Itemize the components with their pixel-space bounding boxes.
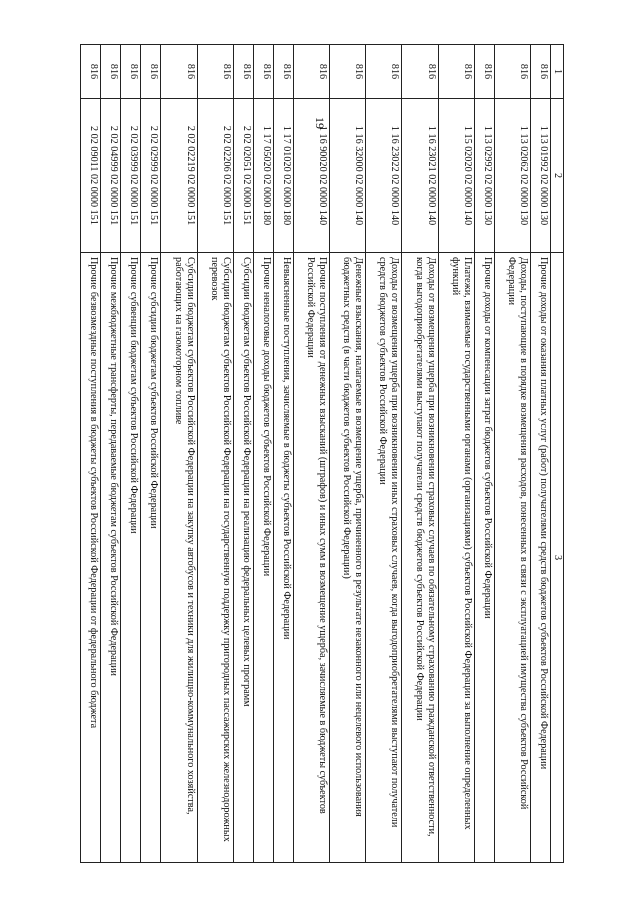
description-cell: Субсидии бюджетам субъектов Российской Федерации на государственную поддержку пригородных пассажирских железнодорожных перевозок xyxy=(197,253,233,863)
budget-code-cell: 2 02 02206 02 0000 151 xyxy=(197,99,233,253)
budget-code-cell: 1 13 02062 02 0000 130 xyxy=(494,99,530,253)
admin-code-cell: 816 xyxy=(438,45,474,99)
budget-code-cell: 2 02 03999 02 0000 151 xyxy=(121,99,141,253)
table-row xyxy=(402,45,438,863)
admin-code-cell: 816 xyxy=(141,45,161,99)
revenue-codes-table xyxy=(80,44,564,863)
description-cell: Доходы от возмещения ущерба при возникновении страховых случаев по обязательному страхованию гражданской ответственности, когда выгодоприобретателями выступают получатели средств бюджетов субъектов Российской Федерации xyxy=(402,253,438,863)
table-row xyxy=(438,45,474,863)
admin-code-cell: 816 xyxy=(402,45,438,99)
description-cell: Денежные взыскания, налагаемые в возмещение ущерба, причиненного в результате незаконного или нецелевого использования бюджетных средств (в части бюджетов субъектов Российской Федерации) xyxy=(330,253,366,863)
admin-code-cell: 816 xyxy=(253,45,273,99)
budget-code-cell: 1 16 32000 02 0000 140 xyxy=(330,99,366,253)
table-row xyxy=(494,45,530,863)
description-cell: Прочие безвозмездные поступления в бюджеты субъектов Российской Федерации от федерального бюджета xyxy=(81,253,101,863)
table-row xyxy=(141,45,161,863)
admin-code-cell: 816 xyxy=(121,45,141,99)
table-row xyxy=(474,45,494,863)
description-cell: Прочие доходы от компенсации затрат бюджетов субъектов Российской Федерации xyxy=(474,253,494,863)
table-row xyxy=(101,45,121,863)
table-row xyxy=(294,45,330,863)
table-row xyxy=(161,45,197,863)
budget-code-cell: 2 02 02999 02 0000 151 xyxy=(141,99,161,253)
budget-code-cell: 1 16 23021 02 0000 140 xyxy=(402,99,438,253)
description-cell: Доходы от возмещения ущерба при возникновении иных страховых случаев, когда выгодоприобретателями выступают получатели средств бюджетов субъектов Российской Федерации xyxy=(366,253,402,863)
description-cell: Прочие субвенции бюджетам субъектов Российской Федерации xyxy=(121,253,141,863)
description-cell: Субсидии бюджетам субъектов Российской Федерации на закупку автобусов и техники для жилищно-коммунального хозяйства, работающих на газомоторном топливе xyxy=(161,253,197,863)
admin-code-cell: 816 xyxy=(294,45,330,99)
admin-code-cell: 816 xyxy=(197,45,233,99)
admin-code-cell: 816 xyxy=(161,45,197,99)
admin-code-cell: 816 xyxy=(494,45,530,99)
description-cell: Прочие доходы от оказания платных услуг (работ) получателями средств бюджетов субъектов Российской Федерации xyxy=(530,253,550,863)
table-row xyxy=(121,45,141,863)
budget-code-cell: 1 17 05020 02 0000 180 xyxy=(253,99,273,253)
budget-code-cell: 2 02 02219 02 0000 151 xyxy=(161,99,197,253)
budget-code-cell: 1 15 02020 02 0000 140 xyxy=(438,99,474,253)
column-header-3: 3 xyxy=(551,253,564,863)
budget-code-cell: 1 17 01020 02 0000 180 xyxy=(273,99,293,253)
header-row xyxy=(551,45,564,863)
description-cell: Невыясненные поступления, зачисляемые в бюджеты субъектов Российской Федерации xyxy=(273,253,293,863)
admin-code-cell: 816 xyxy=(101,45,121,99)
table-row xyxy=(530,45,550,863)
budget-code-cell: 2 02 02051 02 0000 151 xyxy=(233,99,253,253)
budget-code-cell: 1 16 23022 02 0000 140 xyxy=(366,99,402,253)
description-cell: Прочие неналоговые доходы бюджетов субъектов Российской Федерации xyxy=(253,253,273,863)
table-container xyxy=(80,44,564,862)
admin-code-cell: 816 xyxy=(530,45,550,99)
table-row xyxy=(197,45,233,863)
admin-code-cell: 816 xyxy=(474,45,494,99)
table-row xyxy=(81,45,101,863)
table-body xyxy=(81,45,551,863)
admin-code-cell: 816 xyxy=(81,45,101,99)
table-row xyxy=(253,45,273,863)
admin-code-cell: 816 xyxy=(330,45,366,99)
column-header-2: 2 xyxy=(551,99,564,253)
table-row xyxy=(233,45,253,863)
page-number: 19 xyxy=(313,117,328,129)
budget-code-cell: 1 13 02992 02 0000 130 xyxy=(474,99,494,253)
description-cell: Доходы, поступающие в порядке возмещения расходов, понесенных в связи с эксплуатацией имущества субъектов Российской Федерации xyxy=(494,253,530,863)
description-cell: Прочие межбюджетные трансферты, передаваемые бюджетам субъектов Российской Федерации xyxy=(101,253,121,863)
description-cell: Платежи, взимаемые государственными органами (организациями) субъектов Российской Федерации за выполнение определенных функций xyxy=(438,253,474,863)
description-cell: Прочие субсидии бюджетам субъектов Российской Федерации xyxy=(141,253,161,863)
table-row xyxy=(366,45,402,863)
budget-code-cell: 1 16 90020 02 0000 140 xyxy=(294,99,330,253)
admin-code-cell: 816 xyxy=(366,45,402,99)
budget-code-cell: 2 02 04999 02 0000 151 xyxy=(101,99,121,253)
description-cell: Субсидии бюджетам субъектов Российской Федерации на реализацию федеральных целевых программ xyxy=(233,253,253,863)
description-cell: Прочие поступления от денежных взысканий (штрафов) и иных сумм в возмещение ущерба, зачисляемые в бюджеты субъектов Российской Федерации xyxy=(294,253,330,863)
admin-code-cell: 816 xyxy=(273,45,293,99)
column-header-1: 1 xyxy=(551,45,564,99)
budget-code-cell: 1 13 01992 02 0000 130 xyxy=(530,99,550,253)
table-row xyxy=(273,45,293,863)
budget-code-cell: 2 02 09011 02 0000 151 xyxy=(81,99,101,253)
table-row xyxy=(330,45,366,863)
admin-code-cell: 816 xyxy=(233,45,253,99)
